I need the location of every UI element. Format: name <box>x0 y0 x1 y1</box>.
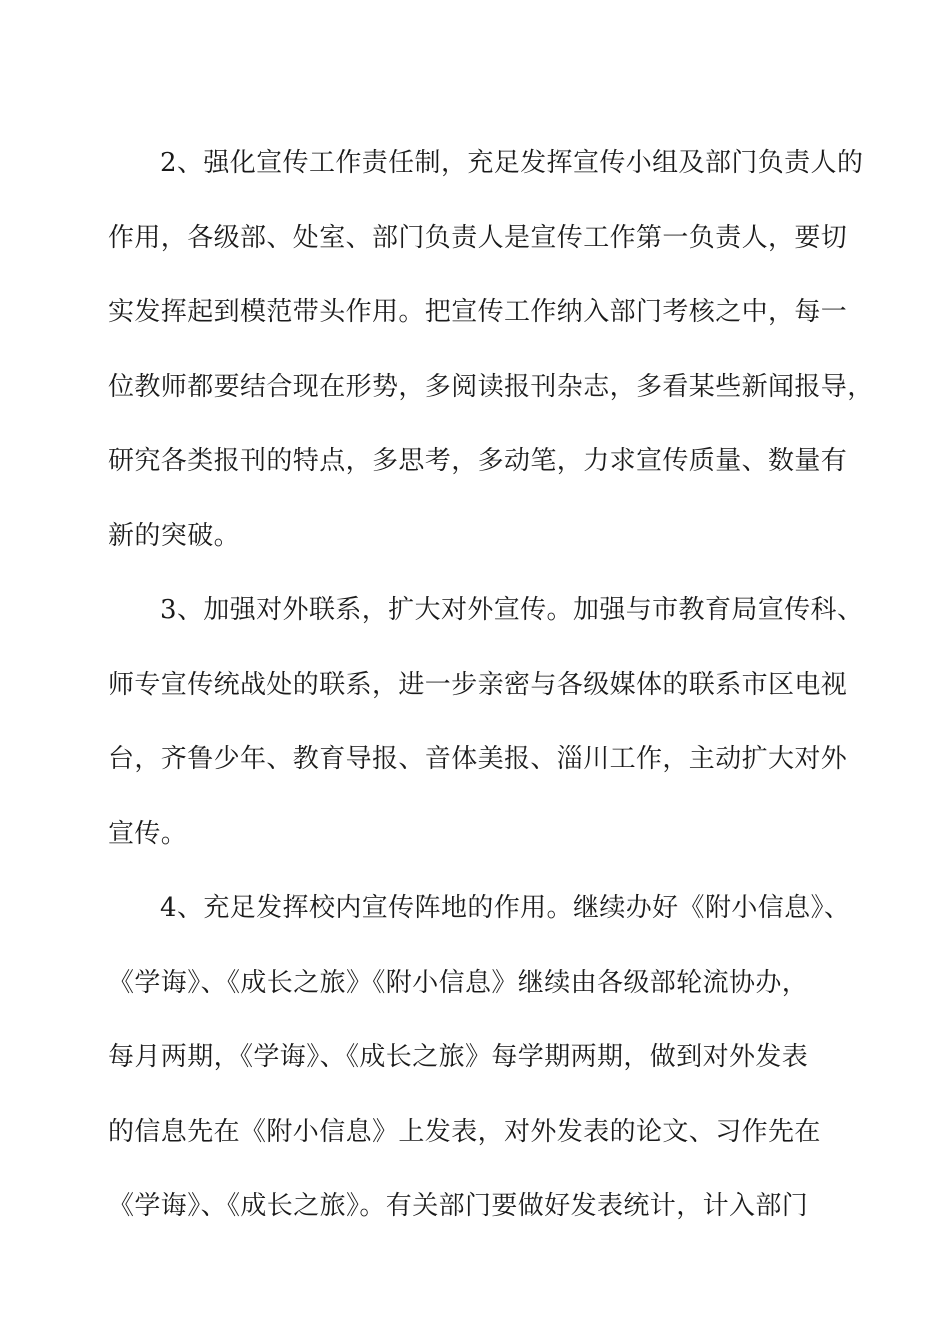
text-line: 《学诲》、《成长之旅》《附小信息》继续由各级部轮流协办， <box>108 967 809 998</box>
text-line: 4、充足发挥校内宣传阵地的作用。继续办好《附小信息》、 <box>160 893 851 923</box>
text-line: 师专宣传统战处的联系，进一步亲密与各级媒体的联系市区电视 <box>108 669 848 700</box>
paragraph-2 <box>108 126 874 573</box>
text-line: 宣传。 <box>108 818 188 849</box>
text-line: 的信息先在《附小信息》上发表，对外发表的论文、习作先在 <box>108 1116 821 1147</box>
text-line: 研究各类报刊的特点，多思考，多动笔，力求宣传质量、数量有 <box>108 446 848 476</box>
paragraph-4 <box>108 871 851 1244</box>
text-line: 每月两期，《学诲》、《成长之旅》每学期两期，做到对外发表 <box>108 1042 809 1072</box>
text-line: 《学诲》、《成长之旅》。有关部门要做好发表统计，计入部门 <box>108 1191 809 1221</box>
text-line: 作用，各级部、处室、部门负责人是宣传工作第一负责人，要切 <box>108 222 848 253</box>
text-line: 位教师都要结合现在形势，多阅读报刊杂志，多看某些新闻报导， <box>108 371 874 402</box>
text-line: 2、强化宣传工作责任制，充足发挥宣传小组及部门负责人的 <box>160 148 864 178</box>
text-line: 台，齐鲁少年、教育导报、音体美报、淄川工作，主动扩大对外 <box>108 744 848 774</box>
text-line: 新的突破。 <box>108 520 241 551</box>
paragraph-3 <box>108 573 864 871</box>
text-line: 实发挥起到模范带头作用。把宣传工作纳入部门考核之中，每一 <box>108 297 848 327</box>
document-page <box>108 126 874 1244</box>
text-line: 3、加强对外联系，扩大对外宣传。加强与市教育局宣传科、 <box>160 595 864 625</box>
